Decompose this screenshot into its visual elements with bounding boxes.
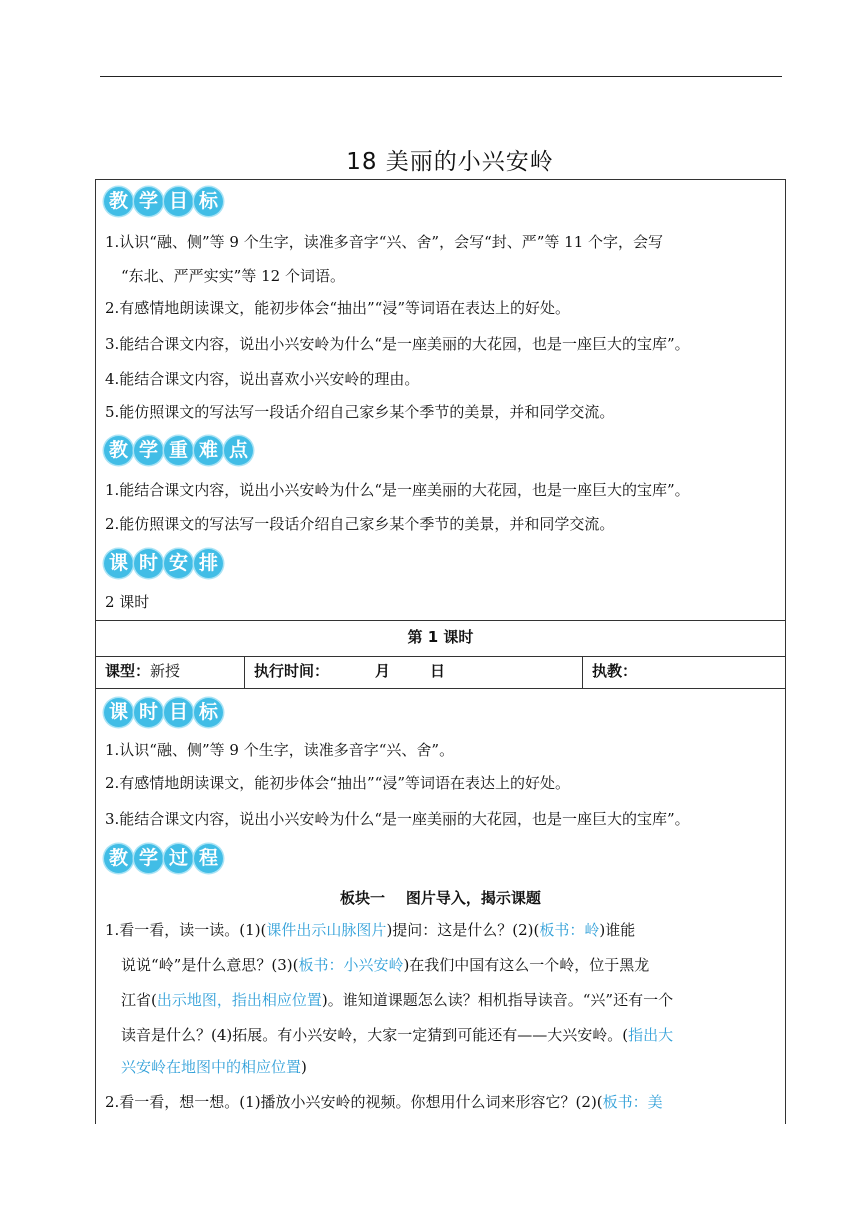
badge-char: 标 [194, 698, 223, 727]
goal-item: 3.能结合课文内容，说出小兴安岭为什么“是一座美丽的大花园，也是一座巨大的宝库”。 [105, 335, 690, 353]
badge-char: 学 [134, 187, 163, 216]
page-title: 18 美丽的小兴安岭 [346, 149, 554, 175]
lesson-plan-table [95, 179, 786, 1124]
process-paragraph-line: 2.看一看，想一想。(1)播放小兴安岭的视频。你想用什么词来形容它？(2)(板书：美 [105, 1093, 663, 1111]
row-divider [96, 620, 785, 621]
process-badge [104, 844, 223, 873]
key-point-item: 2.能仿照课文的写法写一段话介绍自己家乡某个季节的美景，并和同学交流。 [105, 515, 615, 533]
goal-item: 2.有感情地朗读课文，能初步体会“抽出”“浸”等词语在表达上的好处。 [105, 299, 570, 317]
lesson-goal-item: 1.认识“融、侧”等 9 个生字，读准多音字“兴、舍”。 [105, 741, 455, 759]
key-points-badge [104, 436, 253, 465]
badge-char: 时 [134, 549, 163, 578]
badge-char: 难 [194, 436, 223, 465]
lesson-heading: 第 1 课时 [407, 628, 474, 646]
badge-char: 重 [164, 436, 193, 465]
block-title: 板块一 图片导入，揭示课题 [340, 889, 541, 907]
goal-item: 1.认识“融、侧”等 9 个生字，读准多音字“兴、舍”，会写“封、严”等 11 个字，会写 [105, 233, 664, 251]
badge-char: 标 [194, 187, 223, 216]
schedule-badge [104, 549, 223, 578]
badge-char: 排 [194, 549, 223, 578]
badge-char: 时 [134, 698, 163, 727]
badge-char: 过 [164, 844, 193, 873]
process-paragraph-line: 兴安岭在地图中的相应位置) [121, 1058, 307, 1076]
process-paragraph-line: 1.看一看，读一读。(1)(课件出示山脉图片)提问：这是什么？(2)(板书：岭)谁能 [105, 921, 636, 939]
key-point-item: 1.能结合课文内容，说出小兴安岭为什么“是一座美丽的大花园，也是一座巨大的宝库”。 [105, 481, 690, 499]
cell-divider [582, 656, 583, 688]
badge-char: 学 [134, 436, 163, 465]
lesson-goals-badge [104, 698, 223, 727]
header-rule [100, 76, 782, 77]
day-label: 日 [430, 662, 446, 680]
goal-item: 4.能结合课文内容，说出喜欢小兴安岭的理由。 [105, 370, 420, 388]
goal-item: “东北、严严实实”等 12 个词语。 [121, 267, 345, 285]
row-divider [96, 688, 785, 689]
teacher-label: 执教： [592, 662, 638, 680]
badge-char: 教 [104, 436, 133, 465]
badge-char: 课 [104, 698, 133, 727]
badge-char: 程 [194, 844, 223, 873]
badge-char: 教 [104, 187, 133, 216]
lesson-goal-item: 2.有感情地朗读课文，能初步体会“抽出”“浸”等词语在表达上的好处。 [105, 774, 570, 792]
badge-char: 安 [164, 549, 193, 578]
row-divider [96, 656, 785, 657]
process-paragraph-line: 读音是什么？(4)拓展。有小兴安岭，大家一定猜到可能还有——大兴安岭。(指出大 [121, 1026, 674, 1044]
process-paragraph-line: 说说“岭”是什么意思？(3)(板书：小兴安岭)在我们中国有这么一个岭，位于黑龙 [121, 956, 650, 974]
badge-char: 教 [104, 844, 133, 873]
goal-item: 5.能仿照课文的写法写一段话介绍自己家乡某个季节的美景，并和同学交流。 [105, 403, 615, 421]
cell-divider [244, 656, 245, 688]
badge-char: 课 [104, 549, 133, 578]
lesson-type: 课型：新授 [105, 662, 181, 680]
badge-char: 目 [164, 698, 193, 727]
badge-char: 点 [224, 436, 253, 465]
badge-char: 目 [164, 187, 193, 216]
month-label: 月 [375, 662, 391, 680]
schedule-text: 2 课时 [105, 593, 150, 611]
lesson-goal-item: 3.能结合课文内容，说出小兴安岭为什么“是一座美丽的大花园，也是一座巨大的宝库”。 [105, 810, 690, 828]
execution-time-label: 执行时间： [254, 662, 330, 680]
badge-char: 学 [134, 844, 163, 873]
teaching-goals-badge [104, 187, 223, 216]
process-paragraph-line: 江省(出示地图，指出相应位置)。谁知道课题怎么读？相机指导读音。“兴”还有一个 [121, 991, 674, 1009]
